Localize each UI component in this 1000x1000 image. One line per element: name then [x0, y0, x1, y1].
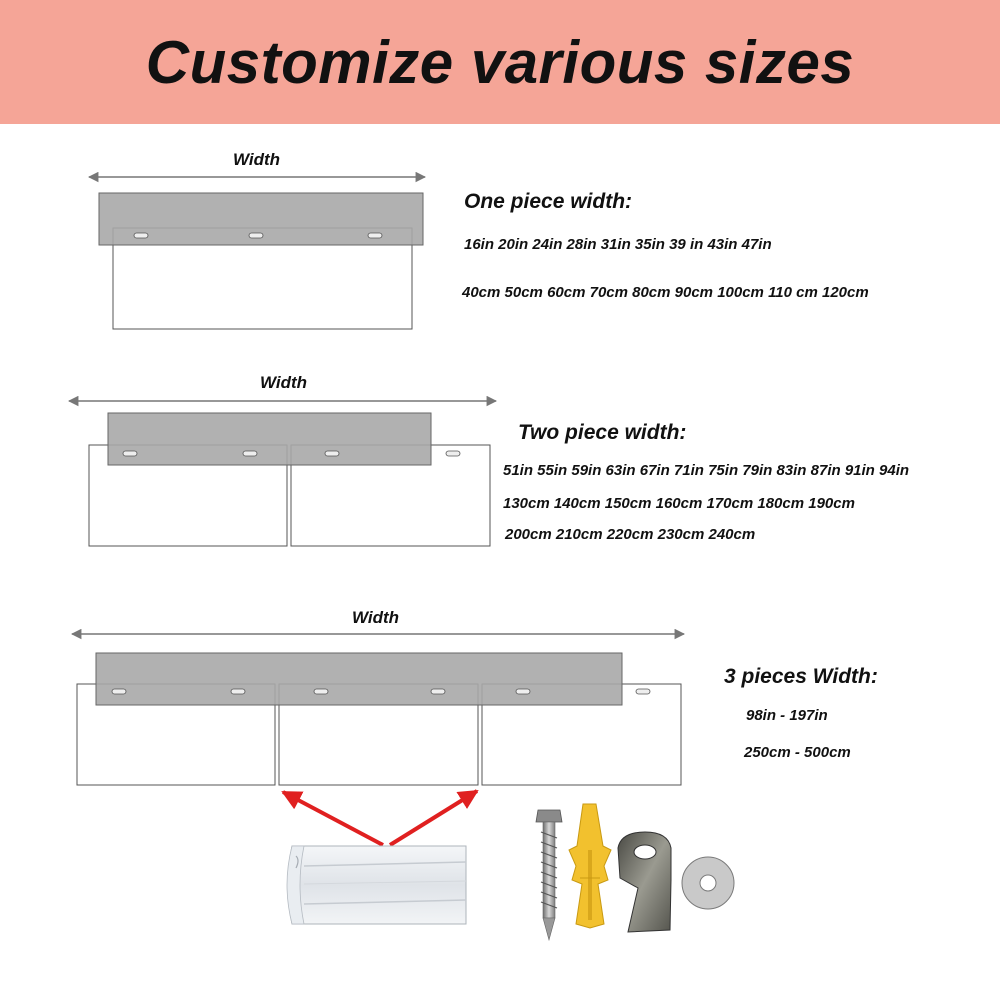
page-title: Customize various sizes: [145, 29, 855, 96]
mount-slot: [112, 689, 126, 694]
mount-slot: [446, 451, 460, 456]
one-piece-width-label: Width: [233, 150, 281, 169]
screw-image: [536, 810, 562, 940]
three-piece-sizes-cm: 250cm - 500cm: [744, 744, 851, 761]
red-arrow: [390, 791, 477, 845]
mount-slot: [516, 689, 530, 694]
three-piece-diagram: [72, 634, 684, 785]
two-piece-sizes-cm-2: 200cm 210cm 220cm 230cm 240cm: [505, 526, 756, 543]
mount-slot: [325, 451, 339, 456]
two-piece-sizes-in: 51in 55in 59in 63in 67in 71in 75in 79in 83in 87in 91in 94in: [503, 462, 910, 479]
one-piece-sizes-in: 16in 20in 24in 28in 31in 35in 39 in 43in 47in: [464, 236, 772, 253]
rail-strip-image: [287, 846, 466, 924]
one-piece-heading: One piece width:: [464, 190, 633, 213]
three-piece-width-label: Width: [352, 608, 400, 627]
mount-slot: [636, 689, 650, 694]
mount-slot: [231, 689, 245, 694]
red-arrow: [283, 792, 383, 845]
pointer-arrows: [283, 791, 477, 845]
wall-anchor-image: [569, 804, 611, 928]
mounting-rail: [96, 653, 622, 705]
two-piece-heading: Two piece width:: [518, 421, 687, 444]
mount-slot: [123, 451, 137, 456]
one-piece-sizes-cm: 40cm 50cm 60cm 70cm 80cm 90cm 100cm 110 cm 120cm: [462, 284, 869, 301]
two-piece-diagram: [69, 401, 496, 546]
mount-slot: [431, 689, 445, 694]
mount-slot: [243, 451, 257, 456]
mount-slot: [314, 689, 328, 694]
one-piece-diagram: [89, 177, 425, 329]
three-piece-heading: 3 pieces Width:: [724, 665, 878, 688]
mount-slot: [249, 233, 263, 238]
bracket-image: [618, 832, 671, 932]
mounting-rail: [108, 413, 431, 465]
three-piece-sizes-in: 98in - 197in: [746, 707, 828, 724]
mount-slot: [368, 233, 382, 238]
two-piece-width-label: Width: [260, 373, 308, 392]
mount-slot: [134, 233, 148, 238]
two-piece-sizes-cm-1: 130cm 140cm 150cm 160cm 170cm 180cm 190cm: [503, 495, 855, 512]
washer-image: [682, 857, 734, 909]
